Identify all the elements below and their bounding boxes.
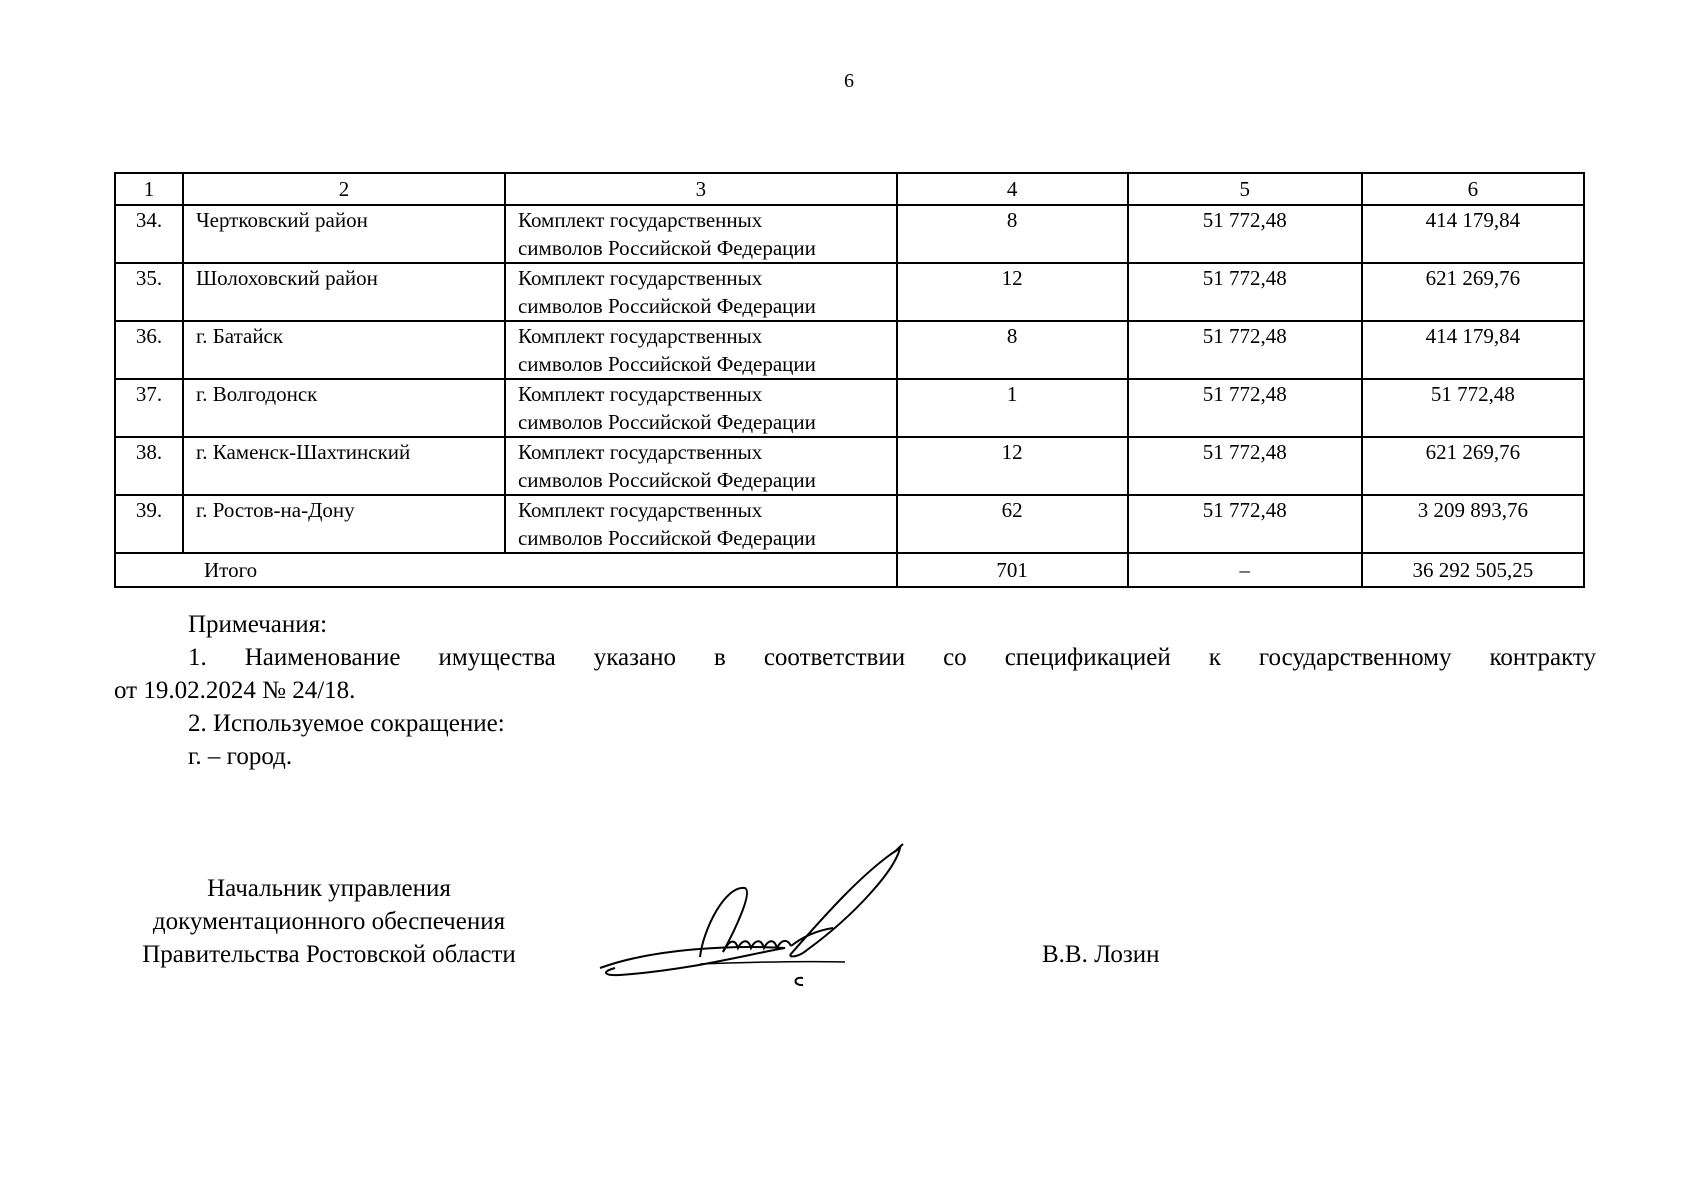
item-line-2: символов Российской Федерации	[517, 526, 816, 550]
grand-total: 36 292 505,25	[1362, 553, 1584, 587]
handwritten-signature	[595, 840, 925, 990]
total-sum: 621 269,76	[1362, 437, 1584, 495]
total-row	[115, 553, 1584, 587]
row-number: 38.	[115, 437, 183, 495]
table-row	[115, 205, 1584, 263]
quantity: 12	[897, 263, 1128, 321]
spec-table	[114, 172, 1585, 588]
column-header-4: 4	[897, 173, 1128, 205]
column-header-3: 3	[505, 173, 897, 205]
page-number: 6	[844, 70, 854, 92]
municipality-name: г. Волгодонск	[183, 379, 505, 437]
municipality-name: Чертковский район	[183, 205, 505, 263]
unit-price: 51 772,48	[1128, 437, 1362, 495]
municipality-name: г. Ростов-на-Дону	[183, 495, 505, 553]
note-1-line-1: 1. Наименование имущества указано в соответствии со спецификацией к государственному контракту	[188, 644, 1596, 671]
column-header-5: 5	[1128, 173, 1362, 205]
item-description	[505, 437, 897, 495]
table-row	[115, 437, 1584, 495]
notes-heading: Примечания:	[188, 611, 328, 638]
column-header-2: 2	[183, 173, 505, 205]
abbreviation: г. – город.	[188, 743, 293, 770]
item-line-1: Комплект государственных	[517, 208, 763, 232]
row-number: 39.	[115, 495, 183, 553]
municipality-name: Шолоховский район	[183, 263, 505, 321]
unit-price: 51 772,48	[1128, 495, 1362, 553]
item-line-1: Комплект государственных	[517, 440, 763, 464]
note-1-line-2: от 19.02.2024 № 24/18.	[114, 677, 356, 704]
unit-price: 51 772,48	[1128, 205, 1362, 263]
table-row	[115, 321, 1584, 379]
signer-name: В.В. Лозин	[1042, 941, 1160, 968]
unit-price: 51 772,48	[1128, 379, 1362, 437]
total-sum: 414 179,84	[1362, 321, 1584, 379]
item-line-1: Комплект государственных	[517, 324, 763, 348]
total-price: –	[1128, 553, 1362, 587]
total-sum: 51 772,48	[1362, 379, 1584, 437]
total-sum: 621 269,76	[1362, 263, 1584, 321]
quantity: 62	[897, 495, 1128, 553]
column-header-6: 6	[1362, 173, 1584, 205]
table-row	[115, 379, 1584, 437]
item-line-2: символов Российской Федерации	[517, 352, 816, 376]
table-row	[115, 263, 1584, 321]
table-row	[115, 495, 1584, 553]
unit-price: 51 772,48	[1128, 321, 1362, 379]
item-description	[505, 379, 897, 437]
total-label: Итого	[115, 553, 897, 587]
row-number: 34.	[115, 205, 183, 263]
unit-price: 51 772,48	[1128, 263, 1362, 321]
item-line-1: Комплект государственных	[517, 498, 763, 522]
signer-position-line-3: Правительства Ростовской области	[142, 941, 516, 968]
municipality-name: г. Батайск	[183, 321, 505, 379]
quantity: 8	[897, 205, 1128, 263]
item-line-2: символов Российской Федерации	[517, 236, 816, 260]
item-description	[505, 205, 897, 263]
item-line-2: символов Российской Федерации	[517, 468, 816, 492]
item-description	[505, 263, 897, 321]
total-quantity: 701	[897, 553, 1128, 587]
total-sum: 3 209 893,76	[1362, 495, 1584, 553]
total-sum: 414 179,84	[1362, 205, 1584, 263]
item-line-2: символов Российской Федерации	[517, 294, 816, 318]
row-number: 35.	[115, 263, 183, 321]
item-line-1: Комплект государственных	[517, 266, 763, 290]
row-number: 36.	[115, 321, 183, 379]
notes-section	[114, 608, 1596, 773]
quantity: 12	[897, 437, 1128, 495]
item-description	[505, 321, 897, 379]
signer-position-line-1: Начальник управления	[207, 875, 451, 902]
signer-position-line-2: документационного обеспечения	[152, 908, 506, 935]
quantity: 1	[897, 379, 1128, 437]
quantity: 8	[897, 321, 1128, 379]
row-number: 37.	[115, 379, 183, 437]
item-line-2: символов Российской Федерации	[517, 410, 816, 434]
item-description	[505, 495, 897, 553]
municipality-name: г. Каменск-Шахтинский	[183, 437, 505, 495]
note-2: 2. Используемое сокращение:	[188, 710, 505, 737]
item-line-1: Комплект государственных	[517, 382, 763, 406]
signer-position	[104, 872, 554, 971]
column-header-1: 1	[115, 173, 183, 205]
table-header-row	[115, 173, 1584, 205]
